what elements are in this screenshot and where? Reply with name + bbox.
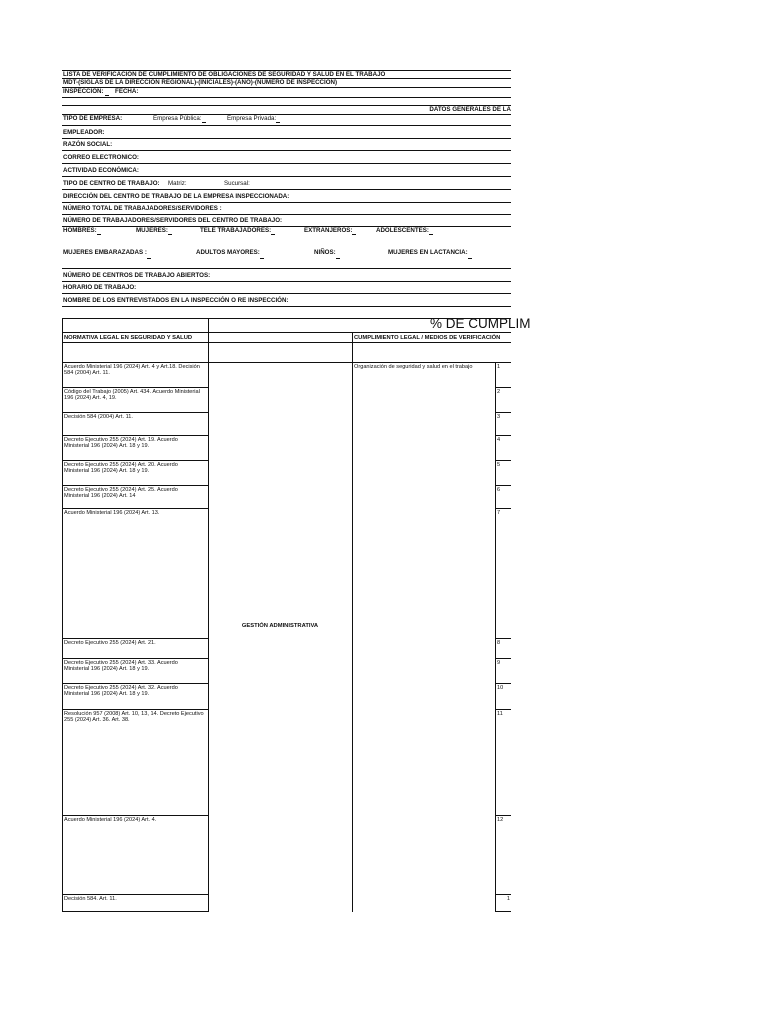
- branch-option[interactable]: Sucursal:: [224, 177, 254, 190]
- row-divider: [62, 658, 209, 659]
- business-name-row[interactable]: RAZÓN SOCIAL:: [62, 139, 511, 151]
- inspection-field[interactable]: [105, 89, 109, 96]
- row-divider: [495, 412, 511, 413]
- row-divider: [62, 683, 209, 684]
- checklist-table: [62, 316, 531, 912]
- regulation-cell: Decreto Ejecutivo 255 (2024) Art. 20. Acuerdo Ministerial 196 (2024) Art. 18 y 19.: [64, 462, 178, 475]
- section-administrative-management: GESTIÓN ADMINISTRATIVA: [241, 623, 319, 629]
- item-number: 9: [497, 660, 501, 666]
- item-number: 1: [506, 896, 510, 902]
- row-divider: [62, 638, 209, 639]
- row-divider: [495, 815, 511, 816]
- private-company-option[interactable]: Empresa Privada:: [227, 115, 280, 123]
- regulation-cell: Acuerdo Ministerial 196 (2024) Art. 4 y Art.18. Decisión 584 (2004) Art. 11.: [64, 364, 200, 377]
- row-divider: [495, 485, 511, 486]
- row-divider: [62, 412, 209, 413]
- adolescents-field[interactable]: ADOLESCENTES:: [376, 227, 433, 235]
- women-field[interactable]: MUJERES:: [136, 227, 172, 235]
- regulation-cell: Decreto Ejecutivo 255 (2024) Art. 21.: [64, 640, 156, 646]
- worker-categories-row: [62, 227, 511, 241]
- teleworkers-field[interactable]: TELE TRABAJADORES:: [200, 227, 275, 235]
- item-number: 12: [497, 817, 504, 823]
- regulation-cell: Código del Trabajo (2005) Art. 434. Acuerdo Ministerial 196 (2024) Art. 4, 19.: [64, 389, 200, 402]
- row-divider: [495, 387, 511, 388]
- interviewees-row[interactable]: NOMBRE DE LOS ENTREVISTADOS EN LA INSPECCIÓN O RE INSPECCIÓN:: [62, 294, 511, 307]
- lactating-women-field[interactable]: MUJERES EN LACTANCIA:: [388, 247, 472, 259]
- item-number: 4: [497, 437, 501, 443]
- compliance-verification-header: CUMPLIMIENTO LEGAL / MEDIOS DE VERIFICACIÓN: [354, 335, 501, 341]
- regulation-cell: Decisión 584 (2004) Art. 11.: [64, 414, 133, 420]
- row-divider: [62, 485, 209, 486]
- blank-row: [62, 98, 511, 106]
- regulation-cell: Decreto Ejecutivo 255 (2024) Art. 19. Acuerdo Ministerial 196 (2024) Art. 18 y 19.: [64, 437, 178, 450]
- foreigners-field[interactable]: EXTRANJEROS:: [304, 227, 356, 235]
- regulation-cell: Decreto Ejecutivo 255 (2024) Art. 32. Acuerdo Ministerial 196 (2024) Art. 18 y 19.: [64, 685, 178, 698]
- regulation-cell: Acuerdo Ministerial 196 (2024) Art. 13.: [64, 510, 160, 516]
- older-adults-field[interactable]: ADULTOS MAYORES:: [196, 247, 264, 259]
- inspection-row: [62, 88, 511, 98]
- row-divider: [495, 683, 511, 684]
- regulation-cell: Decreto Ejecutivo 255 (2024) Art. 25. Acuerdo Ministerial 196 (2024) Art. 14: [64, 487, 178, 500]
- company-type-row: [62, 115, 511, 126]
- row-divider: [495, 658, 511, 659]
- item-number: 2: [497, 389, 501, 395]
- item-number: 6: [497, 487, 501, 493]
- pregnant-women-field[interactable]: MUJERES EMBARAZADAS :: [63, 249, 151, 256]
- row-divider: [495, 709, 511, 710]
- workplace-address-row[interactable]: DIRECCIÓN DEL CENTRO DE TRABAJO DE LA EMPRESA INSPECCIONADA:: [62, 190, 511, 203]
- compliance-percentage-title: % DE CUMPLIM: [430, 316, 531, 331]
- requirement-text: Organización de seguridad y salud en el trabajo: [354, 364, 473, 370]
- row-divider: [495, 508, 511, 509]
- row-divider: [495, 894, 511, 895]
- inspection-label: INSPECCIÓN:: [63, 88, 104, 95]
- row-divider: [62, 460, 209, 461]
- item-number: 11: [497, 711, 503, 717]
- general-data-text: DATOS GENERALES DE LA: [429, 106, 511, 113]
- item-number: 10: [497, 685, 504, 691]
- regulation-cell: Acuerdo Ministerial 196 (2024) Art. 4.: [64, 817, 157, 823]
- children-field[interactable]: NIÑOS:: [314, 247, 340, 259]
- regulation-cell: Decisión 584. Art. 11.: [64, 896, 117, 902]
- total-workers-row[interactable]: NÚMERO TOTAL DE TRABAJADORES/SERVIDORES :: [62, 203, 511, 215]
- public-company-option[interactable]: Empresa Pública:: [153, 115, 206, 123]
- special-groups-row: [62, 241, 511, 269]
- item-number: 3: [497, 414, 501, 420]
- row-divider: [62, 387, 209, 388]
- company-type-label: TIPO DE EMPRESA:: [63, 115, 123, 122]
- form-header: [62, 70, 511, 307]
- row-divider: [62, 709, 209, 710]
- item-number: 7: [497, 510, 501, 516]
- row-divider: [495, 435, 511, 436]
- main-office-option[interactable]: Matriz:: [168, 177, 191, 190]
- form-code: MDT-(SIGLAS DE LA DIRECCIÓN REGIONAL)-(INICIALES)-(AÑO)-(NÚMERO DE INSPECCIÓN): [62, 79, 511, 88]
- item-number: 8: [497, 640, 501, 646]
- men-field[interactable]: HOMBRES:: [63, 227, 101, 234]
- row-divider: [62, 815, 209, 816]
- employer-row[interactable]: EMPLEADOR:: [62, 126, 511, 139]
- row-divider: [62, 894, 209, 895]
- row-divider: [62, 435, 209, 436]
- workplace-type-row: [62, 177, 511, 190]
- item-number: 1: [497, 364, 501, 370]
- row-divider: [495, 638, 511, 639]
- row-divider: [62, 508, 209, 509]
- workplace-type-label: TIPO DE CENTRO DE TRABAJO:: [63, 180, 160, 187]
- open-centers-row[interactable]: NÚMERO DE CENTROS DE TRABAJO ABIERTOS:: [62, 269, 511, 282]
- form-title: LISTA DE VERIFICACIÓN DE CUMPLIMIENTO DE OBLIGACIONES DE SEGURIDAD Y SALUD EN EL TRABAJO: [62, 70, 511, 79]
- email-row[interactable]: CORREO ELECTRONICO:: [62, 151, 511, 164]
- row-divider: [495, 460, 511, 461]
- regulation-cell: Resolución 957 (2008) Art. 10, 13, 14. Decreto Ejecutivo 255 (2024) Art. 36. Art. 38.: [64, 711, 204, 724]
- legal-regulation-header: NORMATIVA LEGAL EN SEGURIDAD Y SALUD: [64, 335, 193, 341]
- center-workers-row[interactable]: NÚMERO DE TRABAJADORES/SERVIDORES DEL CENTRO DE TRABAJO:: [62, 215, 511, 227]
- item-number: 5: [497, 462, 501, 468]
- date-label: FECHA:: [115, 88, 139, 95]
- work-schedule-row[interactable]: HORARIO DE TRABAJO:: [62, 282, 511, 294]
- economic-activity-row[interactable]: ACTIVIDAD ECONÓMICA:: [62, 164, 511, 177]
- regulation-cell: Decreto Ejecutivo 255 (2024) Art. 33. Acuerdo Ministerial 196 (2024) Art. 18 y 19.: [64, 660, 178, 673]
- general-data-heading: [62, 106, 511, 115]
